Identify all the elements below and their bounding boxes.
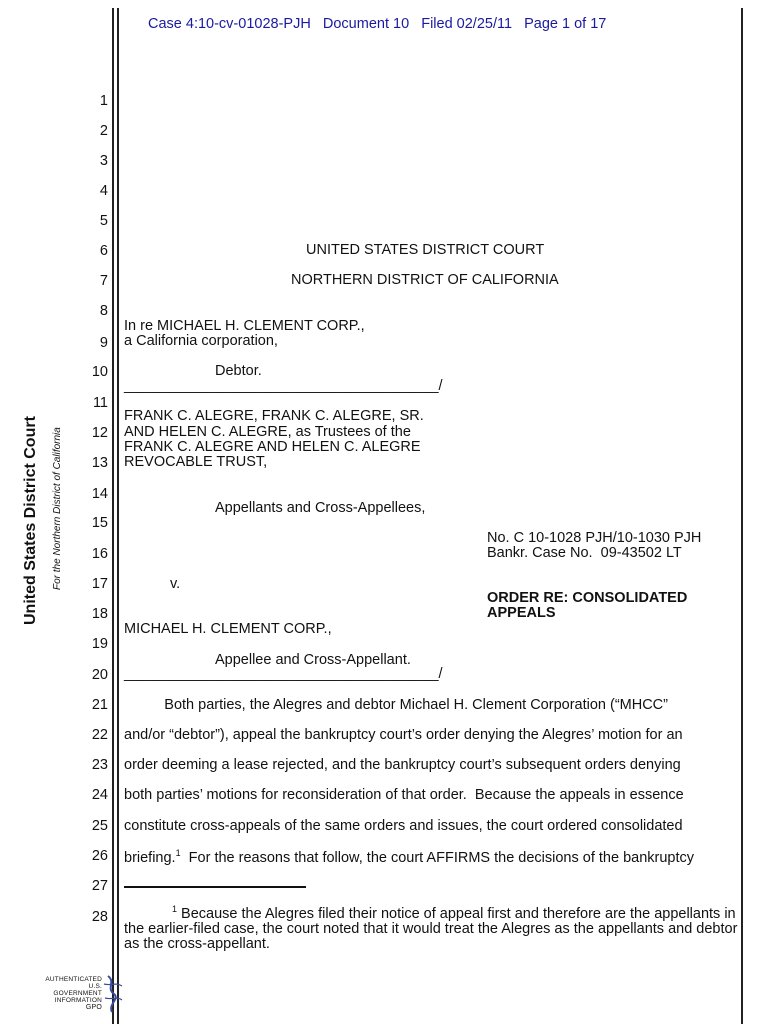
gpo-eagle-icon [102,974,124,1014]
line-number: 11 [92,395,108,411]
body-line-26-start: briefing. [124,849,176,866]
line-number: 5 [99,213,108,229]
side-court-title: United States District Court [22,416,39,625]
line-number: 15 [91,515,108,531]
party2-line: MICHAEL H. CLEMENT CORP., [124,621,332,637]
line-number: 7 [99,273,108,289]
line-number: 23 [91,757,108,773]
line-number: 20 [91,667,108,683]
line-number: 13 [91,455,108,471]
party1-line-1: FRANK C. ALEGRE, FRANK C. ALEGRE, SR. [124,408,424,424]
caption-rule-2: _______________________________________/ [124,666,443,682]
in-re-line-2: a California corporation, [124,333,278,349]
line-number: 9 [99,335,108,351]
order-title-2: APPEALS [487,605,556,621]
side-court-subtitle: For the Northern District of California [52,427,63,590]
versus: v. [170,576,181,592]
left-margin-rule-1 [112,8,114,1024]
line-number: 10 [91,364,108,380]
bankruptcy-case-number: Bankr. Case No. 09-43502 LT [487,545,682,561]
case-number: No. C 10-1028 PJH/10-1030 PJH [487,530,702,546]
line-number: 28 [91,909,108,925]
footnote [124,902,744,952]
line-number: 17 [91,576,108,592]
line-number: 24 [91,787,108,803]
court-name: UNITED STATES DISTRICT COURT [306,242,545,258]
body-line-23: order deeming a lease rejected, and the bankruptcy court’s subsequent orders denying [124,757,681,773]
line-number: 12 [91,425,108,441]
appellee-label: Appellee and Cross-Appellant. [215,652,411,668]
court-district: NORTHERN DISTRICT OF CALIFORNIA [291,272,559,288]
footnote-text: Because the Alegres filed their notice of appeal first and therefore are the appellants in the earlier-filed case, the court noted that it would treat the Alegres as the appellants and debtor as the cross-appellant. [124,905,738,952]
body-line-22: and/or “debtor”), appeal the bankruptcy court’s order denying the Alegres’ motion for an [124,727,683,743]
gpo-line-4: GPO [85,1004,102,1011]
body-line-24: both parties’ motions for reconsideration of that order. Because the appeals in essence [124,787,684,803]
line-number: 21 [91,697,108,713]
line-number: 22 [91,727,108,743]
body-line-26 [124,848,694,866]
caption-rule-1: _______________________________________/ [124,378,443,394]
line-number: 16 [91,546,108,562]
line-number: 26 [91,848,108,864]
appellants-label: Appellants and Cross-Appellees, [215,500,426,516]
body-line-21: Both parties, the Alegres and debtor Michael H. Clement Corporation (“MHCC” [124,697,668,713]
body-line-26-end: For the reasons that follow, the court AFFIRMS the decisions of the bankruptcy [180,849,694,866]
line-number: 27 [91,878,108,894]
gpo-line-3: INFORMATION [54,997,102,1004]
line-number: 2 [99,123,108,139]
debtor-label: Debtor. [215,363,262,379]
line-number: 19 [91,636,108,652]
line-number: 6 [99,243,108,259]
party1-line-4: REVOCABLE TRUST, [124,454,268,470]
line-number: 14 [91,486,108,502]
line-number: 4 [99,183,108,199]
left-margin-rule-2 [117,8,119,1024]
line-number: 3 [99,153,108,169]
footnote-mark: 1 [172,904,178,914]
party1-line-3: FRANK C. ALEGRE AND HELEN C. ALEGRE [124,439,421,455]
in-re-line-1: In re MICHAEL H. CLEMENT CORP., [124,318,365,334]
line-number: 1 [99,93,108,109]
order-title-1: ORDER RE: CONSOLIDATED [487,590,688,606]
right-margin-rule [741,8,743,1024]
line-number: 25 [91,818,108,834]
gpo-line-2: U.S. GOVERNMENT [53,983,102,997]
gpo-authentication-label [40,976,102,1011]
line-number: 8 [99,303,108,319]
footnote-reference[interactable]: 1 [175,848,181,858]
party1-line-2: AND HELEN C. ALEGRE, as Trustees of the [124,424,411,440]
line-number: 18 [91,606,108,622]
body-line-25: constitute cross-appeals of the same orders and issues, the court ordered consolidated [124,818,683,834]
footnote-rule [124,886,306,888]
gpo-line-1: AUTHENTICATED [45,976,102,983]
case-header: Case 4:10-cv-01028-PJH Document 10 Filed 02/25/11 Page 1 of 17 [148,16,607,32]
